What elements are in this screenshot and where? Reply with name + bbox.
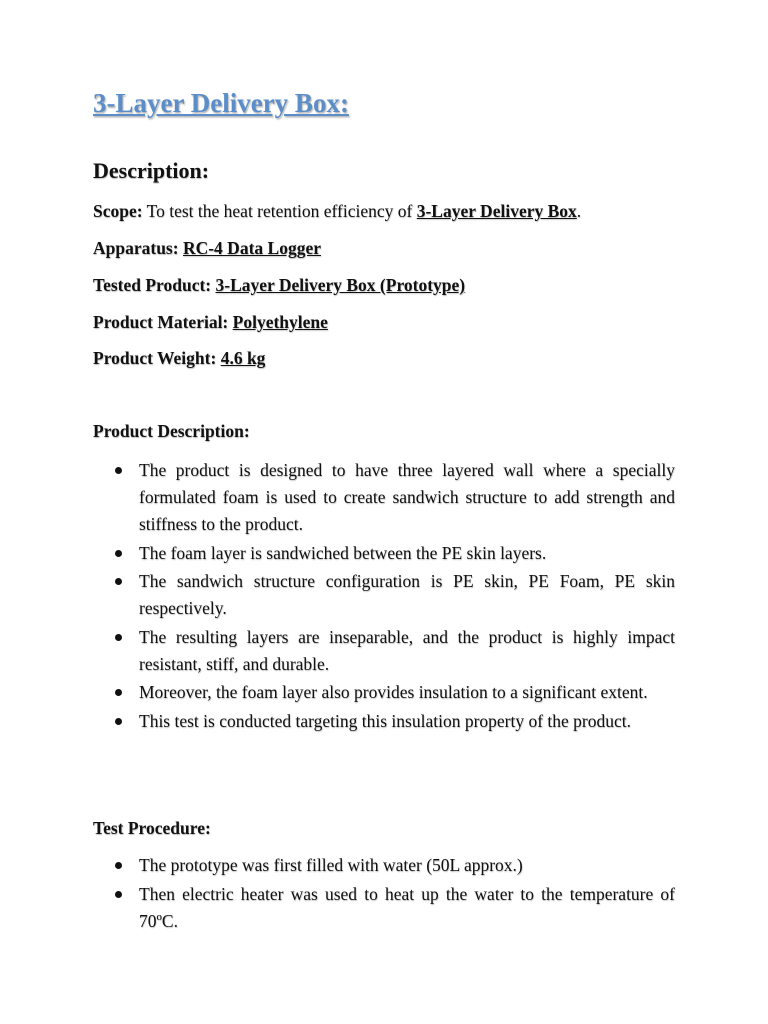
apparatus-line	[93, 238, 321, 259]
tested-product-line	[93, 275, 465, 296]
list-item: Moreover, the foam layer also provides insulation to a significant extent.	[93, 679, 675, 706]
product-description-list	[93, 457, 675, 736]
material-label: Product Material:	[93, 312, 229, 332]
list-item: The sandwich structure configuration is PE skin, PE Foam, PE skin respectively.	[93, 568, 675, 622]
bullet-icon	[115, 578, 122, 585]
scope-label: Scope:	[93, 201, 143, 221]
bullet-icon	[115, 862, 122, 869]
list-item: The foam layer is sandwiched between the PE skin layers.	[93, 540, 675, 567]
document-title: 3-Layer Delivery Box:	[93, 88, 349, 118]
apparatus-label: Apparatus:	[93, 238, 179, 258]
bullet-icon	[115, 634, 122, 641]
weight-value: 4.6 kg	[220, 348, 266, 368]
scope-end: .	[576, 201, 582, 221]
bullet-icon	[115, 467, 122, 474]
material-line	[93, 312, 328, 333]
material-value: Polyethylene	[232, 312, 328, 332]
bullet-icon	[115, 689, 122, 696]
bullet-icon	[115, 718, 122, 725]
bullet-icon	[115, 891, 122, 898]
description-heading: Description:	[93, 158, 210, 183]
scope-line	[93, 201, 581, 222]
list-item: This test is conducted targeting this insulation property of the product.	[93, 708, 675, 735]
test-procedure-list	[93, 852, 675, 936]
tested-product-value: 3-Layer Delivery Box (Prototype)	[215, 275, 466, 295]
tested-product-label: Tested Product:	[93, 275, 212, 295]
weight-line	[93, 348, 265, 369]
scope-text: To test the heat retention efficiency of	[142, 201, 417, 221]
bullet-icon	[115, 550, 122, 557]
weight-label: Product Weight:	[93, 348, 217, 368]
list-item: The prototype was first filled with water (50L approx.)	[93, 852, 675, 879]
scope-product: 3-Layer Delivery Box	[416, 201, 577, 221]
apparatus-value: RC-4 Data Logger	[182, 238, 321, 258]
list-item: Then electric heater was used to heat up the water to the temperature of 70ºC.	[93, 881, 675, 935]
product-description-heading: Product Description:	[93, 421, 250, 441]
list-item: The resulting layers are inseparable, and the product is highly impact resistant, stiff, and durable.	[93, 624, 675, 678]
test-procedure-heading: Test Procedure:	[93, 818, 211, 838]
list-item: The product is designed to have three layered wall where a specially formulated foam is used to create sandwich structure to add strength and stiffness to the product.	[93, 457, 675, 538]
